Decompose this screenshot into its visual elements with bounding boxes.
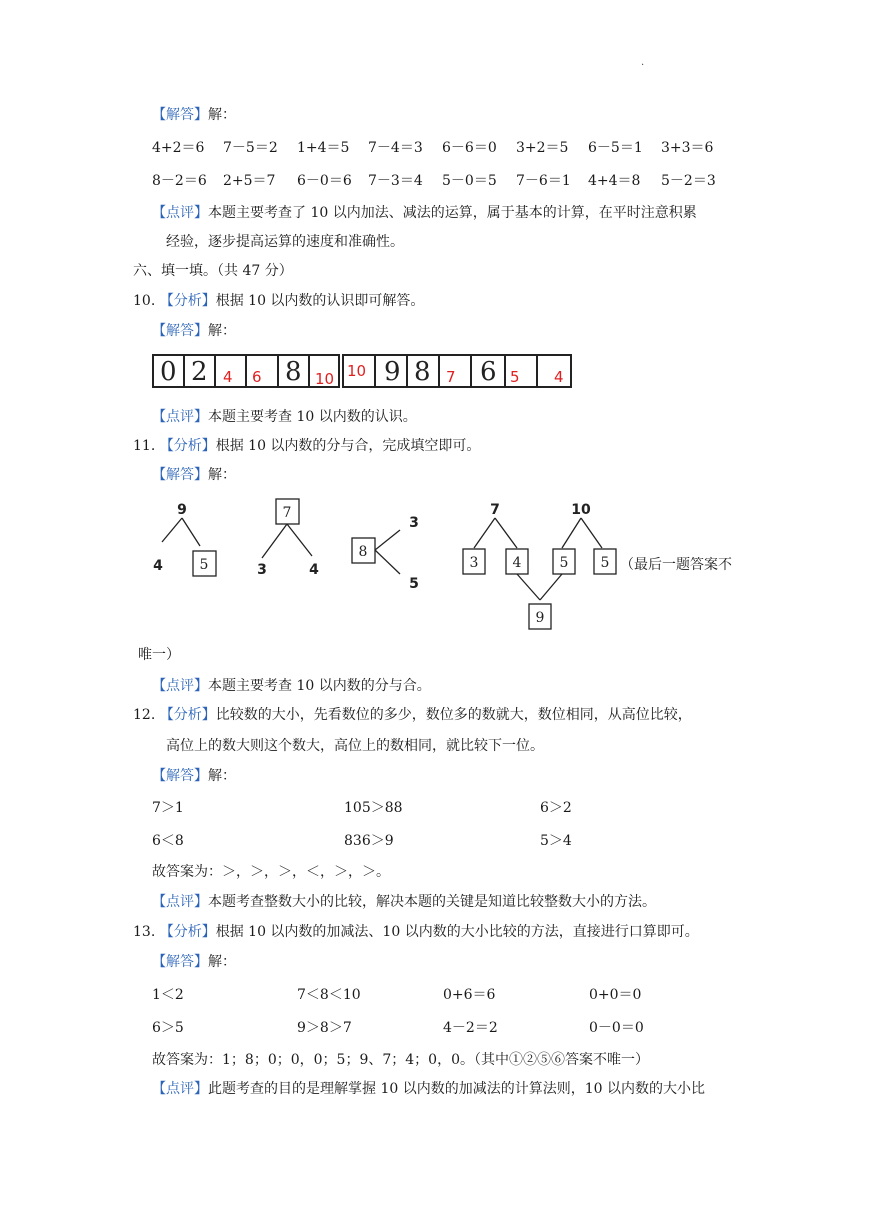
strip-number: 8: [285, 357, 302, 387]
jie-label: 解：: [208, 467, 236, 483]
answer-line: [152, 767, 236, 785]
analysis-text: 根据 10 以内数的分与合，完成填空即可。: [215, 438, 481, 454]
bond-top: 9: [177, 502, 187, 518]
strip-answer: 10: [347, 362, 367, 380]
number-strip-right: [342, 354, 572, 390]
strip-number: 9: [384, 357, 401, 387]
note-text-cont: 唯一）: [138, 647, 180, 663]
comment-line: [152, 204, 697, 222]
tag-fenxi: 【分析】: [159, 707, 216, 723]
equation: 5－0＝5: [442, 173, 497, 189]
bond-left: 4: [153, 558, 163, 574]
bond-box-value: 9: [535, 610, 545, 626]
strip-number: 0: [160, 357, 177, 387]
equation: 4+4＝8: [588, 173, 641, 189]
strip-answer: 6: [252, 368, 262, 386]
q13-analysis-line: [133, 923, 699, 941]
bond-box-value: 8: [358, 544, 368, 560]
tag-jieda: 【解答】: [152, 323, 208, 339]
comparison: 6＜8: [152, 833, 184, 849]
comment-text: 本题主要考查 10 以内数的分与合。: [208, 678, 431, 694]
comment-line: [152, 677, 431, 695]
analysis-text: 根据 10 以内数的加减法、10 以内数的大小比较的方法，直接进行口算即可。: [215, 924, 699, 940]
comment-text: 此题考查的目的是理解掌握 10 以内数的加减法的计算法则，10 以内数的大小比: [208, 1081, 705, 1097]
tag-jieda: 【解答】: [152, 467, 208, 483]
bond-box-value: 5: [600, 555, 610, 571]
q12-analysis-line: [133, 706, 692, 724]
tag-dianping: 【点评】: [152, 678, 208, 694]
bond-box-value: 5: [559, 555, 569, 571]
expression: 0+6＝6: [443, 987, 496, 1003]
tag-fenxi: 【分析】: [159, 293, 216, 309]
answer-line: [152, 322, 236, 340]
expression: 7＜8＜10: [297, 987, 361, 1003]
analysis-text: 根据 10 以内数的认识即可解答。: [215, 293, 425, 309]
question-number: 12.: [133, 707, 156, 723]
section-title: 六、填一填。（共 47 分）: [133, 263, 293, 279]
bond-box-value: 7: [282, 505, 292, 521]
bond-top: 10: [571, 502, 591, 518]
number-bond-diagrams: [152, 492, 620, 636]
equation: 6－6＝0: [442, 140, 497, 156]
answer-line: [152, 466, 236, 484]
comment-line: [152, 408, 417, 426]
comparison: 836＞9: [344, 833, 394, 849]
comment-line: [152, 893, 656, 911]
answer-summary: 故答案为：＞，＞，＞，＜，＞，＞。: [152, 864, 390, 880]
equation: 6－0＝6: [297, 173, 352, 189]
comparison: 7＞1: [152, 800, 184, 816]
strip-number: 6: [480, 357, 497, 387]
comparison: 105＞88: [344, 800, 403, 816]
bond-top: 3: [409, 515, 419, 531]
equation: 3+2＝5: [516, 140, 569, 156]
jie-label: 解：: [208, 768, 236, 784]
expression: 4－2＝2: [443, 1020, 498, 1036]
q10-analysis-line: [133, 292, 424, 310]
equation: 4+2＝6: [152, 140, 205, 156]
equation: 2+5＝7: [223, 173, 276, 189]
equation: 8－2＝6: [152, 173, 207, 189]
equation: 7－3＝4: [368, 173, 423, 189]
jie-label: 解：: [208, 954, 236, 970]
expression: 1＜2: [152, 987, 184, 1003]
strip-answer: 10: [315, 370, 335, 388]
tag-dianping: 【点评】: [152, 409, 208, 425]
equation: 7－5＝2: [223, 140, 278, 156]
note-text: （最后一题答案不: [620, 557, 732, 573]
page-marker: .: [641, 57, 645, 68]
analysis-text-cont: 高位上的数大则这个数大，高位上的数相同，就比较下一位。: [166, 738, 544, 754]
tag-dianping: 【点评】: [152, 205, 208, 221]
comparison: 6＞2: [540, 800, 572, 816]
equation: 7－4＝3: [368, 140, 423, 156]
tag-dianping: 【点评】: [152, 894, 208, 910]
jie-label: 解：: [208, 323, 236, 339]
strip-answer: 7: [446, 368, 456, 386]
comment-text: 本题主要考查 10 以内数的认识。: [208, 409, 417, 425]
bond-top: 7: [490, 502, 500, 518]
bond-bottom: 5: [409, 576, 419, 592]
strip-number: 8: [414, 357, 431, 387]
tag-fenxi: 【分析】: [159, 924, 216, 940]
equation: 3+3＝6: [661, 140, 714, 156]
equation: 1+4＝5: [297, 140, 350, 156]
bond-box-value: 4: [512, 555, 522, 571]
expression: 0+0＝0: [589, 987, 642, 1003]
tag-jieda: 【解答】: [152, 954, 208, 970]
tag-dianping: 【点评】: [152, 1081, 208, 1097]
bond-box-value: 5: [199, 557, 209, 573]
bond-right: 4: [309, 562, 319, 578]
comment-text-cont: 经验，逐步提高运算的速度和准确性。: [166, 234, 404, 250]
bond-box-value: 3: [469, 555, 479, 571]
expression: 6＞5: [152, 1020, 184, 1036]
comment-text: 本题考查整数大小的比较，解决本题的关键是知道比较整数大小的方法。: [208, 894, 656, 910]
analysis-text: 比较数的大小，先看数位的多少，数位多的数就大，数位相同，从高位比较，: [215, 707, 692, 723]
answer-line: [152, 106, 236, 124]
strip-answer: 4: [554, 368, 564, 386]
comment-text: 本题主要考查了 10 以内加法、减法的运算，属于基本的计算，在平时注意积累: [208, 205, 697, 221]
bond-left: 3: [257, 562, 267, 578]
strip-number: 2: [191, 357, 208, 387]
q11-analysis-line: [133, 437, 480, 455]
question-number: 10.: [133, 293, 156, 309]
equation: 6－5＝1: [588, 140, 643, 156]
answer-summary: 故答案为：1；8；0；0，0；5；9、7；4；0，0。（其中①②⑤⑥答案不唯一）: [152, 1052, 649, 1068]
expression: 9＞8＞7: [297, 1020, 352, 1036]
tag-fenxi: 【分析】: [159, 438, 216, 454]
question-number: 13.: [133, 924, 156, 940]
answer-line: [152, 953, 236, 971]
tag-jieda: 【解答】: [152, 107, 208, 123]
tag-jieda: 【解答】: [152, 768, 208, 784]
comparison: 5＞4: [540, 833, 572, 849]
jie-label: 解：: [208, 107, 236, 123]
strip-answer: 4: [223, 368, 233, 386]
strip-answer: 5: [510, 368, 520, 386]
expression: 0－0＝0: [589, 1020, 644, 1036]
equation: 7－6＝1: [516, 173, 571, 189]
equation: 5－2＝3: [661, 173, 716, 189]
comment-line: [152, 1080, 705, 1098]
number-strip-left: [152, 354, 340, 390]
question-number: 11.: [133, 438, 156, 454]
